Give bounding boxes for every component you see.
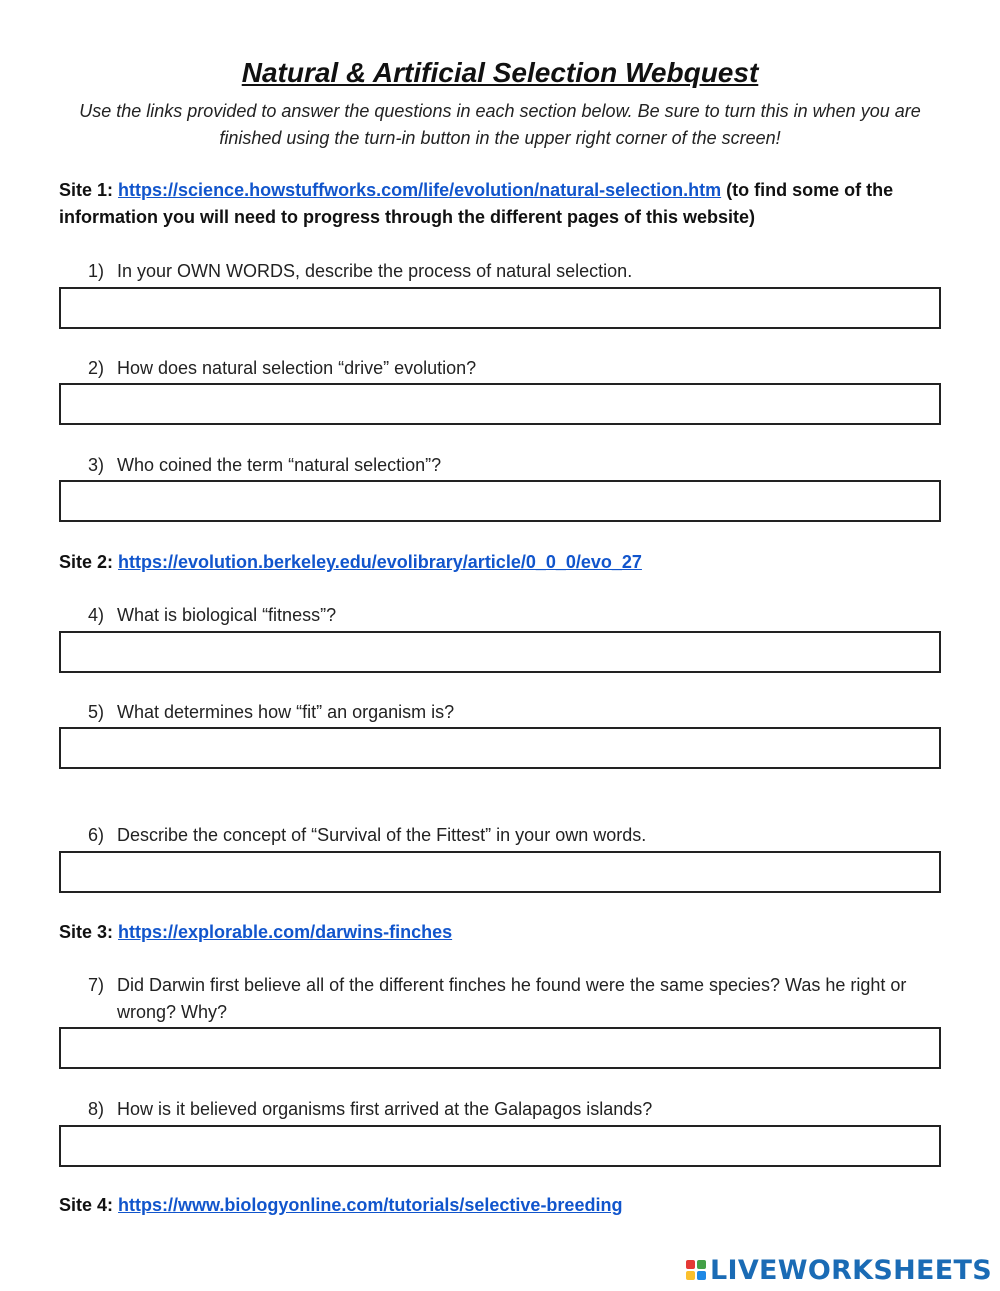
logo-square [686,1271,695,1280]
answer-box-7[interactable] [59,1027,941,1069]
site-2-link[interactable]: https://evolution.berkeley.edu/evolibrary/article/0_0_0/evo_27 [118,552,642,572]
question-number: 7) [88,975,105,995]
question-number: 2) [88,358,105,378]
question-number: 3) [88,455,105,475]
answer-box-8[interactable] [59,1125,941,1167]
site-3-label: Site 3: [59,922,114,942]
site-2-heading [59,549,939,576]
site-4-label: Site 4: [59,1195,114,1215]
question-8 [88,1096,928,1123]
question-7 [88,972,928,1026]
question-text: What determines how “fit” an organism is? [117,702,455,722]
logo-square [686,1260,695,1269]
site-4-heading [59,1192,939,1219]
site-1-note: (to find some of the information you will need to progress through the different pages of this website) [59,180,894,227]
answer-box-5[interactable] [59,727,941,769]
site-1-heading [59,177,939,231]
question-5 [88,699,928,726]
site-4-link[interactable]: https://www.biologyonline.com/tutorials/selective-breeding [118,1195,623,1215]
question-number: 6) [88,825,105,845]
question-text: What is biological “fitness”? [117,605,337,625]
question-text: In your OWN WORDS, describe the process of natural selection. [117,261,633,281]
site-2-label: Site 2: [59,552,114,572]
question-1 [88,258,928,285]
logo-square [697,1271,706,1280]
answer-box-3[interactable] [59,480,941,522]
liveworksheets-logo [686,1254,992,1286]
logo-square [697,1260,706,1269]
question-text: Describe the concept of “Survival of the Fittest” in your own words. [117,825,647,845]
brand-name: LIVEWORKSHEETS [709,1254,992,1286]
answer-box-2[interactable] [59,383,941,425]
answer-box-1[interactable] [59,287,941,329]
question-text: Did Darwin first believe all of the different finches he found were the same species? Was he right or wrong? Why? [117,975,907,1022]
question-number: 1) [88,261,105,281]
question-number: 5) [88,702,105,722]
question-3 [88,452,928,479]
liveworksheets-logo-icon [686,1260,706,1280]
site-3-link[interactable]: https://explorable.com/darwins-finches [118,922,453,942]
site-1-link[interactable]: https://science.howstuffworks.com/life/evolution/natural-selection.htm [118,180,722,200]
page-title: Natural & Artificial Selection Webquest [241,57,759,88]
question-text: Who coined the term “natural selection”? [117,455,442,475]
question-text: How does natural selection “drive” evolution? [117,358,477,378]
question-number: 8) [88,1099,105,1119]
site-1-label: Site 1: [59,180,114,200]
question-6 [88,822,928,849]
site-3-heading [59,919,939,946]
question-4 [88,602,928,629]
question-2 [88,355,928,382]
question-text: How is it believed organisms first arrived at the Galapagos islands? [117,1099,653,1119]
answer-box-4[interactable] [59,631,941,673]
instructions: Use the links provided to answer the questions in each section below. Be sure to turn this in when you are finished using the turn-in button in the upper right corner of the screen! [79,101,921,148]
answer-box-6[interactable] [59,851,941,893]
question-number: 4) [88,605,105,625]
